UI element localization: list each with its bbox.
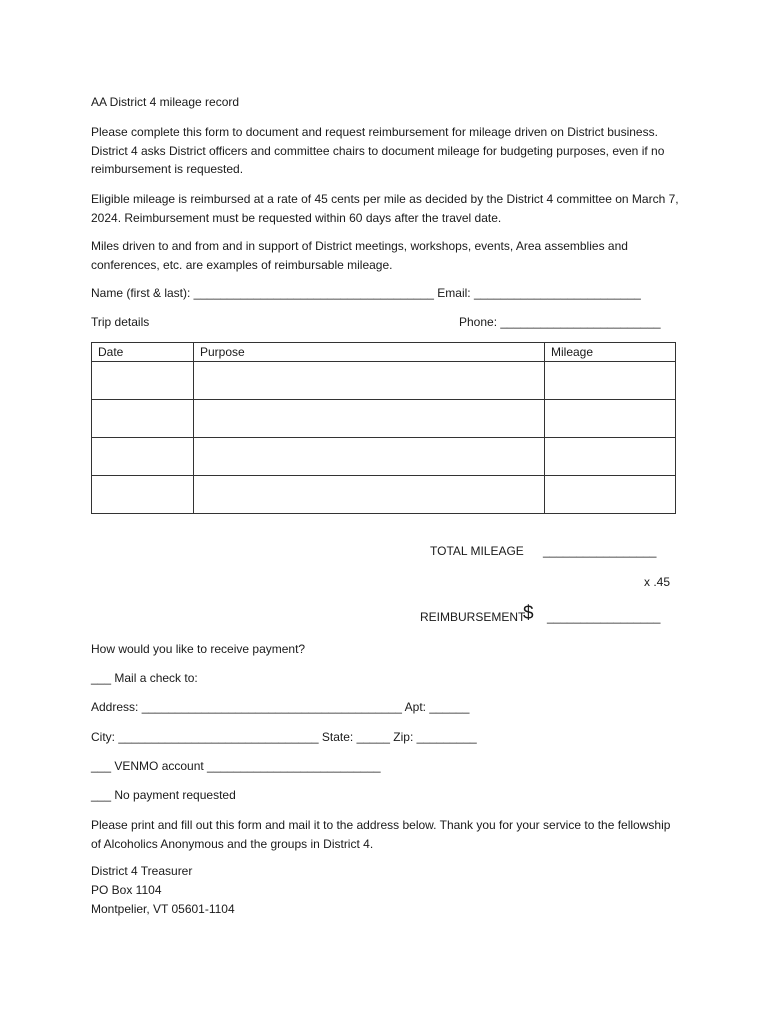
name-email-field[interactable]: Name (first & last): ____________________________________ Email: _________________________ bbox=[91, 286, 641, 300]
mileage-cell[interactable] bbox=[545, 438, 676, 476]
eligibility-paragraph: Miles driven to and from and in support of District meetings, workshops, events, Area assemblies and conferences, etc. are examples of reimbursable mileage. bbox=[91, 239, 628, 272]
mileage-cell[interactable] bbox=[545, 400, 676, 438]
phone-field[interactable]: Phone: ________________________ bbox=[459, 315, 661, 329]
closing-paragraph: Please print and fill out this form and mail it to the address below. Thank you for your service to the fellowship of Alcoholics Anonymous and the groups in District 4. bbox=[91, 818, 671, 851]
date-cell[interactable] bbox=[92, 362, 194, 400]
rate-paragraph: Eligible mileage is reimbursed at a rate of 45 cents per mile as decided by the District 4 committee on March 7, 2024. Reimbursement must be requested within 60 days after the travel date. bbox=[91, 192, 679, 225]
mailing-address-line1: District 4 Treasurer bbox=[91, 864, 193, 878]
table-row bbox=[92, 476, 676, 514]
mileage-cell[interactable] bbox=[545, 362, 676, 400]
total-mileage-field[interactable]: _________________ bbox=[543, 544, 657, 558]
table-header-row bbox=[92, 343, 676, 362]
date-cell[interactable] bbox=[92, 476, 194, 514]
venmo-option[interactable]: ___ VENMO account __________________________ bbox=[91, 759, 381, 773]
intro-paragraph: Please complete this form to document and request reimbursement for mileage driven on District business. District 4 asks District officers and committee chairs to document mileage for budgeting purposes, even if no reimbursement is requested. bbox=[91, 125, 665, 176]
purpose-cell[interactable] bbox=[194, 362, 545, 400]
address-field[interactable]: Address: _______________________________________ Apt: ______ bbox=[91, 700, 470, 714]
reimbursement-field[interactable]: _________________ bbox=[547, 610, 661, 624]
date-cell[interactable] bbox=[92, 438, 194, 476]
column-header-date: Date bbox=[92, 343, 194, 362]
table-row bbox=[92, 438, 676, 476]
column-header-mileage: Mileage bbox=[545, 343, 676, 362]
dollar-sign: $ bbox=[523, 603, 534, 624]
rate-multiplier: x .45 bbox=[644, 575, 671, 589]
reimbursement-label: REIMBURSEMENT bbox=[420, 610, 526, 624]
table-row bbox=[92, 362, 676, 400]
mailing-address-line2: PO Box 1104 bbox=[91, 883, 162, 897]
mileage-cell[interactable] bbox=[545, 476, 676, 514]
purpose-cell[interactable] bbox=[194, 400, 545, 438]
document-title: AA District 4 mileage record bbox=[91, 95, 240, 109]
total-mileage-label: TOTAL MILEAGE bbox=[430, 544, 524, 558]
purpose-cell[interactable] bbox=[194, 438, 545, 476]
mail-check-option[interactable]: ___ Mail a check to: bbox=[91, 671, 198, 685]
table-row bbox=[92, 400, 676, 438]
payment-question: How would you like to receive payment? bbox=[91, 642, 306, 656]
purpose-cell[interactable] bbox=[194, 476, 545, 514]
trip-details-label: Trip details bbox=[91, 315, 150, 329]
date-cell[interactable] bbox=[92, 400, 194, 438]
column-header-purpose: Purpose bbox=[194, 343, 545, 362]
mailing-address-line3: Montpelier, VT 05601-1104 bbox=[91, 902, 235, 916]
no-payment-option[interactable]: ___ No payment requested bbox=[91, 788, 236, 802]
city-state-zip-field[interactable]: City: ______________________________ State: _____ Zip: _________ bbox=[91, 730, 477, 744]
trip-table bbox=[91, 342, 676, 514]
